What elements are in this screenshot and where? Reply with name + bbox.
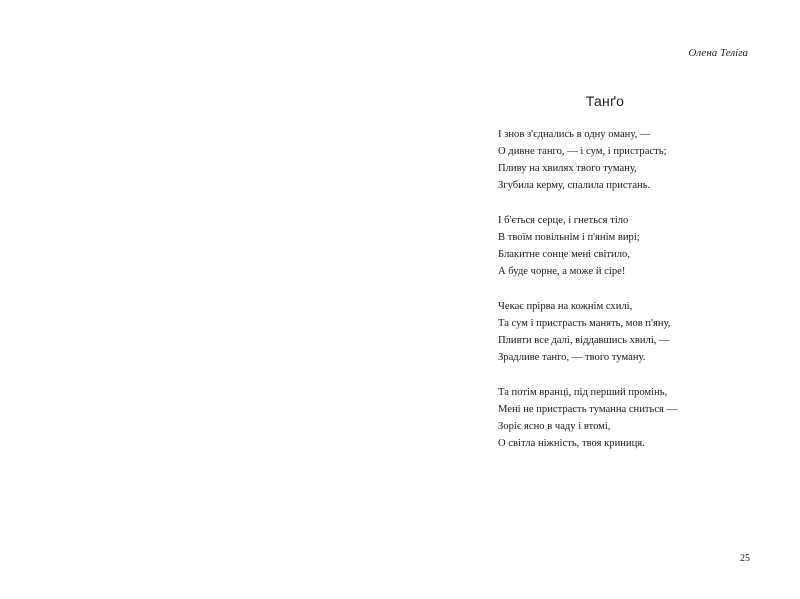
poem-line: Пливу на хвилях твого туману,	[498, 163, 637, 175]
stanza	[498, 298, 677, 366]
poem-line: Та сум і пристрасть манять, мов п'яну,	[498, 317, 671, 329]
poem-body	[498, 126, 677, 470]
poem-line: Зрадливе танго, — твого туману.	[498, 352, 646, 364]
poem-line: Згубила керму, спалила пристань.	[498, 180, 651, 192]
stanza	[498, 126, 677, 194]
poem-line: О дивне танго, — і сум, і пристрасть;	[498, 146, 667, 158]
poem-line: Зоріє ясно в чаду і втомі,	[498, 420, 611, 432]
poem-line: Чекає прірва на кожнім схилі,	[498, 300, 633, 312]
poem-line: Пливти все далі, віддавшись хвилі, —	[498, 334, 670, 346]
stanza	[498, 384, 677, 452]
stanza	[498, 212, 677, 280]
right-page	[400, 0, 800, 599]
running-head-author: Олена Теліга	[688, 47, 748, 59]
poem-line: Блакитне сонце мені світило,	[498, 249, 630, 261]
poem-line: В твоїм повільнім і п'янім вирі;	[498, 231, 640, 243]
poem-line: О світла ніжність, твоя криниця.	[498, 437, 645, 449]
poem-line: І б'ється серце, і гнеться тіло	[498, 214, 629, 226]
poem-line: Мені не пристрасть туманна сниться —	[498, 403, 678, 415]
page-number: 25	[740, 553, 750, 564]
poem-line: Та потім вранці, під перший промінь,	[498, 386, 668, 398]
poem-line: І знов з'єднались в одну оману, —	[498, 129, 651, 140]
poem-line: А буде чорне, а може й сіре!	[498, 266, 626, 278]
poem-title: Танґо	[585, 93, 625, 109]
